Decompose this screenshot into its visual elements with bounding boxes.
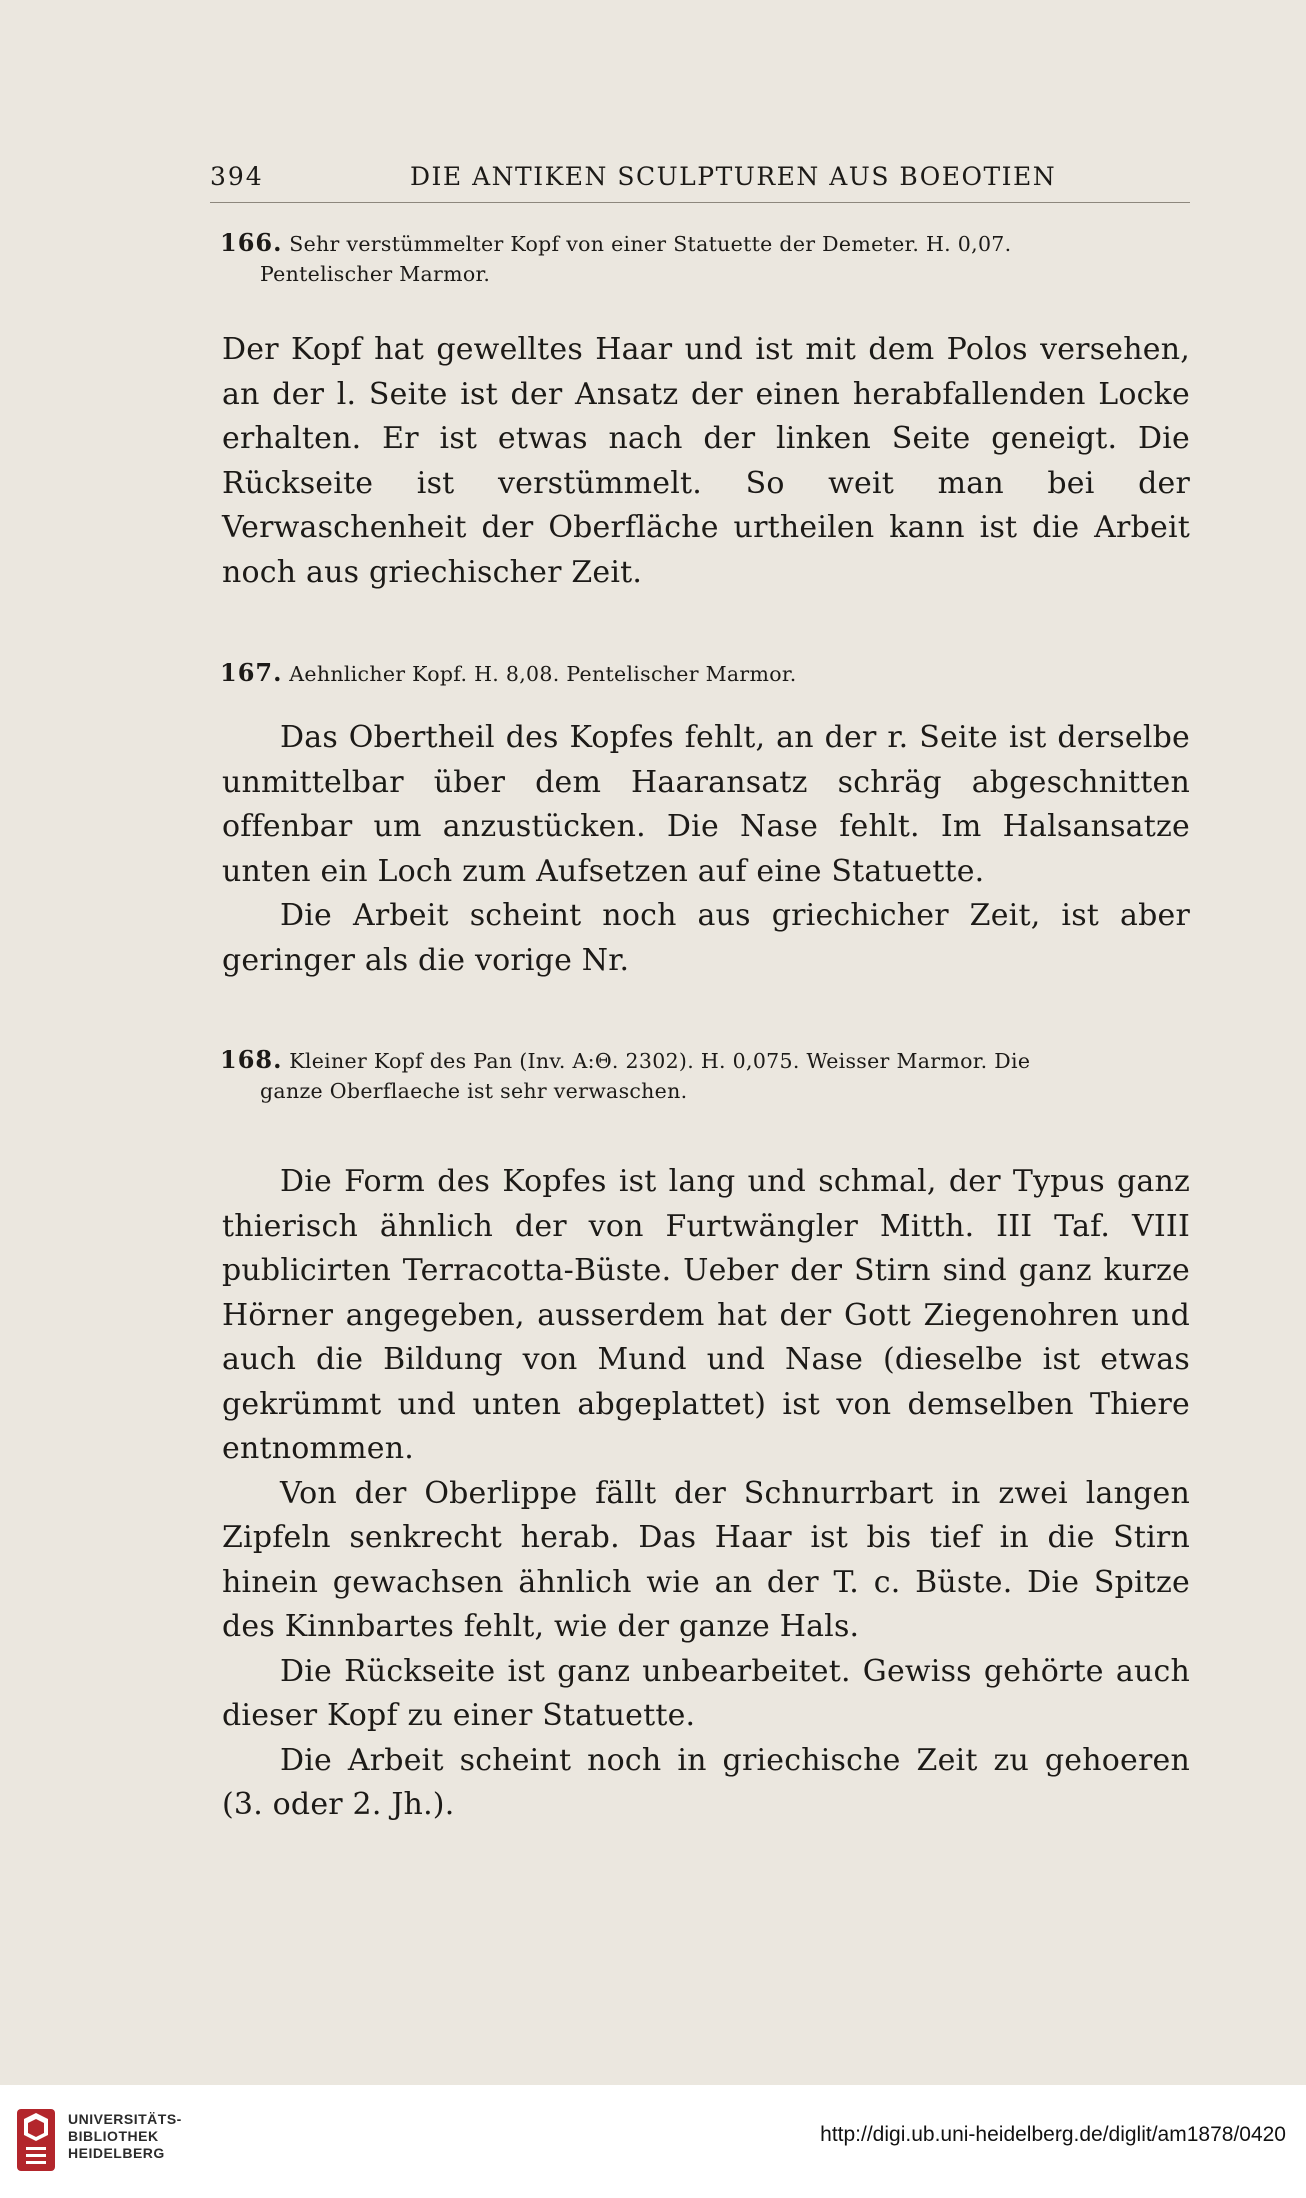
paragraph: Der Kopf hat gewelltes Haar und ist mit dem Polos versehen, an der l. Seite ist der Ansatz der einen herabfallenden Locke erhalten. Er ist etwas nach der linken Seite geneigt. Die Rückseite ist verstümmelt. So weit man bei der Verwaschenheit der Oberfläche urtheilen kann ist die Arbeit noch aus griechischer Zeit. xyxy=(222,332,1190,590)
entry-number: 168. xyxy=(220,1045,283,1074)
entry-caption-167 xyxy=(220,658,1200,689)
entry-body-168 xyxy=(222,1160,1190,1828)
entry-body-167 xyxy=(222,716,1190,983)
paragraph: Die Form des Kopfes ist lang und schmal, der Typus ganz thierisch ähnlich der von Furtwängler Mitth. III Taf. VIII publicirten Terracotta-Büste. Ueber der Stirn sind ganz kurze Hörner angegeben, ausserdem hat der Gott Ziegenohren und auch die Bildung von Mund und Nase (dieselbe ist etwas gekrümmt und unten abgeplattet) ist von demselben Thiere entnommen. xyxy=(222,1164,1190,1466)
entry-number: 167. xyxy=(220,658,283,687)
university-seal-icon xyxy=(14,2105,58,2177)
entry-caption-166 xyxy=(220,228,1200,289)
paragraph: Die Arbeit scheint noch in griechische Zeit zu gehoeren (3. oder 2. Jh.). xyxy=(222,1742,1190,1822)
entry-body-166 xyxy=(222,328,1190,595)
viewer-footer xyxy=(0,2085,1306,2198)
page-number: 394 xyxy=(210,162,264,191)
permalink-url[interactable]: http://digi.ub.uni-heidelberg.de/diglit/am1878/0420 xyxy=(820,2123,1286,2146)
paragraph: Das Obertheil des Kopfes fehlt, an der r. Seite ist derselbe unmittelbar über dem Haaransatz schräg abgeschnitten offenbar um anzustücken. Die Nase fehlt. Im Halsansatze unten ein Loch zum Aufsetzen auf eine Statuette. xyxy=(222,720,1190,889)
running-title: DIE ANTIKEN SCULPTUREN AUS BOEOTIEN xyxy=(410,162,1057,191)
paragraph: Die Rückseite ist ganz unbearbeitet. Gewiss gehörte auch dieser Kopf zu einer Statuette. xyxy=(222,1653,1190,1733)
caption-line-1: Aehnlicher Kopf. H. 8,08. Pentelischer Marmor. xyxy=(289,662,797,686)
header-rule xyxy=(210,202,1190,203)
caption-line-2: ganze Oberflaeche ist sehr verwaschen. xyxy=(260,1079,688,1103)
library-name: UNIVERSITÄTS- BIBLIOTHEK HEIDELBERG xyxy=(68,2111,182,2161)
entry-caption-168 xyxy=(220,1045,1200,1106)
paragraph: Die Arbeit scheint noch aus griechicher Zeit, ist aber geringer als die vorige Nr. xyxy=(222,898,1190,978)
caption-line-1: Sehr verstümmelter Kopf von einer Statuette der Demeter. H. 0,07. xyxy=(289,232,1012,256)
caption-line-2: Pentelischer Marmor. xyxy=(260,262,491,286)
caption-line-1: Kleiner Kopf des Pan (Inv. Α:Θ. 2302). H. 0,075. Weisser Marmor. Die xyxy=(289,1049,1031,1073)
entry-number: 166. xyxy=(220,228,283,257)
paragraph: Von der Oberlippe fällt der Schnurrbart in zwei langen Zipfeln senkrecht herab. Das Haar ist bis tief in die Stirn hinein gewachsen ähnlich wie an der T. c. Büste. Die Spitze des Kinnbartes fehlt, wie der ganze Hals. xyxy=(222,1475,1190,1644)
